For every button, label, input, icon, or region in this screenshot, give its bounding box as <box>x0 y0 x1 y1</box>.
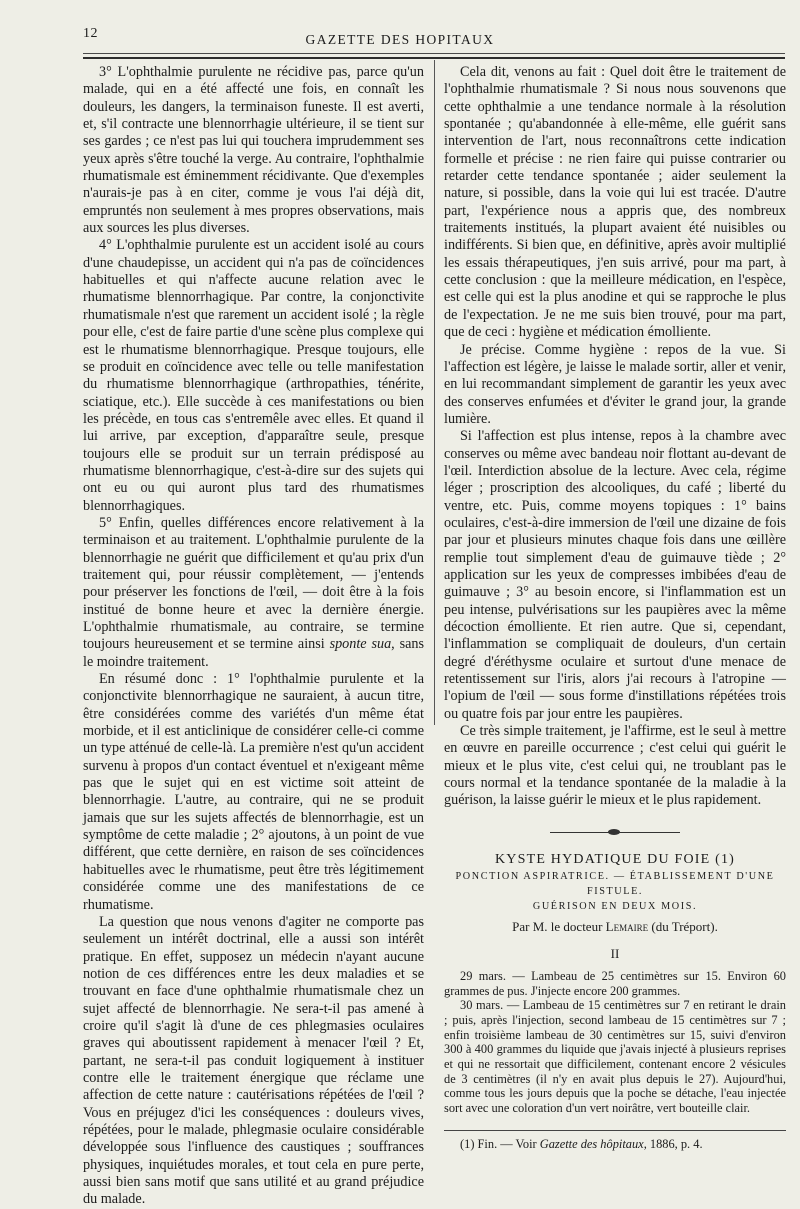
text-run: Par M. le docteur <box>512 919 606 935</box>
text-run: , sans le moindre traitement. <box>83 636 424 670</box>
article-subtitle: GUÉRISON EN DEUX MOIS. <box>532 901 698 913</box>
text-run: 5° Enfin, quelles différences encore relativement à la terminaison et au traitement. L'ophthalmie purulente de la blennorrhagie ne guérit que difficilement et qu'au prix d'un traitement qui, pour réussir complètement, — j'entends pour préserver les fonctions de l'œil, — doit être à la fois institué de bonne heure et avec la dernière énergie. L'ophthalmie rhumatismale, au contraire, se termine toujours heureusement et se termine ainsi <box>83 514 424 653</box>
paragraph: Cela dit, venons au fait : Quel doit être le traitement de l'ophthalmie rhumatismale ? Si nous nous souvenons que cette ophthalmie a une tendance normale à la résolution spontanée ; qu'abandonnée à elle-même, elle guérit sans intervention de l'art, nous reconnaîtrons cette indication formelle et précise : ne rien faire qui puisse contrarier ou retarder cette tendance spontanée ; aider seulement la nature, si possible, dans la voie qui lui est tracée. D'autre part, l'expérience nous a appris que, des nombreux traitements institués, la plupart avaient été nuisibles ou indifférents. Si bien que, en définitive, après avoir multiplié les essais thérapeutiques, j'en suis arrivé, pour ma part, à cette conclusion : que la meilleure médication, en l'espèce, est celle qui est la plus anodine et qui se rapproche le plus de l'expectation. Je ne me suis bien trouvé, pour ma part, que de ceci : hygiène et médication émolliente. <box>444 64 786 341</box>
author-name: Lemaire <box>605 919 649 935</box>
separator-ornament <box>608 829 620 835</box>
text-run: (du Tréport). <box>648 919 718 935</box>
paragraph: 29 mars. — Lambeau de 25 centimètres sur 15. Environ 60 grammes de pus. J'injecte encore 200 grammes. <box>444 968 786 998</box>
page-number: 12 <box>83 26 98 41</box>
article-author <box>444 918 786 935</box>
text-run: , 1886, p. 4. <box>643 1136 703 1151</box>
header-rule-thick <box>83 57 785 59</box>
text-run: (1) Fin. — Voir <box>460 1136 540 1151</box>
section-number: II <box>610 946 620 962</box>
column-divider <box>434 60 435 725</box>
paragraph <box>83 515 424 671</box>
header-rule-thin <box>83 53 785 54</box>
section-separator <box>550 832 680 833</box>
paragraph: 4° L'ophthalmie purulente est un accident isolé au cours d'une chaudepisse, un accident qui n'a pas de coïncidences habituelles et qui n'affecte aucune relation avec le rhumatisme blennorrhagique. Par contre, la conjonctivite rhumatismale n'est que rarement un accident isolé ; la règle pour elle, c'est de faire partie d'une scène plus complexe qui est le rhumatisme blennorrhagique. Presque toujours, elle se produit en coïncidence avec telle ou telle manifestation du rhumatisme blennorrhagique (arthropathies, ténérite, sciatique, etc.). Elle succède à ces manifestations ou bien les précède, en tous cas s'entremêle avec elles. Et quand il lui arrive, par exception, d'apparaître seule, presque toujours elle se produit sur un terrain prédisposé au rhumatisme blennorrhagique, c'est-à-dire sur des sujets qui ont eu ou qui auront plus tard des rhumatismes blennorrhagiques. <box>83 237 424 514</box>
paragraph: Si l'affection est plus intense, repos à la chambre avec conserves ou même avec bandeau noir flottant au-devant de l'œil. Interdiction absolue de la lecture. Avec cela, régime léger ; proscription des alcooliques, du café ; liberté du ventre, etc. Puis, comme moyens topiques : 1° bains oculaires, c'est-à-dire immersion de l'œil une dizaine de fois par jour et plusieurs minutes chaque fois dans une œillère remplie tout simplement d'eau de guimauve tiède ; 2° application sur les yeux de compresses imbibées d'eau de guimauve ; 3° au besoin encore, si l'inflammation est un peu intense, pulvérisations sur les paupières avec la même décoction émolliente. Et rien autre. Que si, cependant, l'inflammation se compliquait de douleurs, d'un certain degré d'éréthysme oculaire et surtout d'une menace de retentissement sur l'iris, alors j'ai recours à l'atropine — l'opium de l'œil — sous forme d'instillations répétées trois ou quatre fois par jour entre les paupières. <box>444 428 786 722</box>
article-subtitle: PONCTION ASPIRATRICE. — ÉTABLISSEMENT D'UNE FISTULE. <box>455 871 775 898</box>
paragraph: Ce très simple traitement, je l'affirme, est le seul à mettre en œuvre en pareille occurrence ; c'est celui qui guérit le mieux et le plus vite, c'est celui qui, ne troublant pas le cours normal et la tendance spontanée de la maladie à la guérison, la laisse guérir le mieux et le plus rapidement. <box>444 723 786 809</box>
paragraph: 30 mars. — Lambeau de 15 centimètres sur 7 en retirant le drain ; puis, après l'injection, second lambeau de 15 centimètres sur 7 ; enfin troisième lambeau de 30 centimètres sur 15, suivi d'environ 300 à 400 grammes du liquide que j'avais injecté à plusieurs reprises et qui ne ressortait que difficilement, contenant encore 2 vésicules de 3 centimètres (il n'y en avait plus depuis le 27). Aujourd'hui, comme tous les jours depuis que la poche se détache, l'eau injectée sort avec une coloration d'un vert noirâtre, vert bouteille clair. <box>444 998 786 1116</box>
paragraph: Je précise. Comme hygiène : repos de la vue. Si l'affection est légère, je laisse le malade sortir, aller et venir, en lui recommandant simplement de garantir les yeux avec des conserves enfumées et d'éviter le grand jour, la grande lumière. <box>444 341 786 427</box>
italic-phrase: sponte sua <box>329 636 392 653</box>
paragraph: 3° L'ophthalmie purulente ne récidive pas, parce qu'un malade, qui en a été affecté une fois, en connaît les douleurs, les dangers, la terminaison funeste. Il est averti, et, s'il contracte une blennorrhagie ultérieure, il se tient sur ses gardes ; ce n'est pas lui qui touchera imprudemment ses yeux après s'être touché la verge. Au contraire, l'ophthalmie rhumatismale est éminemment récidivante. Que d'exemples n'aurais-je pas à en citer, comme je vous l'ai déjà dit, empruntés non seulement à mes propres observations, mais aux sources les plus diverses. <box>83 64 424 237</box>
footnote-rule <box>444 1130 786 1131</box>
paragraph: La question que nous venons d'agiter ne comporte pas seulement un intérêt doctrinal, elle a aussi son intérêt pratique. En effet, supposez un médecin n'ayant aucune notion de ces différences entre les deux maladies et se trouvant en face d'une ophthalmie rhumatismale chez un sujet affecté de blennorrhagie. Ne sera-t-il pas amené à croire qu'il s'agit là d'une de ces phlegmasies oculaires graves qui aboutissent rapidement à menacer l'œil ? Et, partant, ne sera-t-il pas conduit logiquement à instituer contre elle le traitement énergique que réclame une affection de cette nature : cautérisations répétées de l'œil ? Vous en préjugez d'ici les conséquences : douleurs vives, répétées, pour le malade, phlegmasie oculaire considérable développée sous l'influence des caustiques ; souffrances physiques, inquiétudes morales, et tout cela en pure perte, aussi bien sans motif que sans utilité et au grand préjudice du malade. <box>83 913 424 1208</box>
right-column <box>444 64 786 1152</box>
article-title: KYSTE HYDATIQUE DU FOIE (1) <box>494 851 736 867</box>
paragraph: En résumé donc : 1° l'ophthalmie purulente et la conjonctivite blennorrhagique ne sauraient, à aucun titre, être considérées comme des variétés d'un même état morbide, et il est anticlinique de considérer celle-ci comme un type atténué de celle-là. La première n'est qu'un accident survenu à propos d'un contact éventuel et n'exigeant même pas que le sujet qui en est victime soit atteint de blennorrhagie. L'autre, au contraire, qui ne se produit jamais que sur les sujets affectés de blennorrhagie, est un symptôme de cette maladie ; 2° ajoutons, à un point de vue différent, que cette dernière, en raison de ses coïncidences habituelles avec le rhumatisme, peut être très légitimement considérée comme une des manifestations de ce rhumatisme. <box>83 671 424 913</box>
footnote <box>444 1137 786 1152</box>
left-column <box>83 64 424 1209</box>
italic-phrase: Gazette des hôpitaux <box>539 1136 644 1151</box>
article-body <box>444 969 786 1116</box>
running-title: GAZETTE DES HOPITAUX <box>305 32 495 47</box>
